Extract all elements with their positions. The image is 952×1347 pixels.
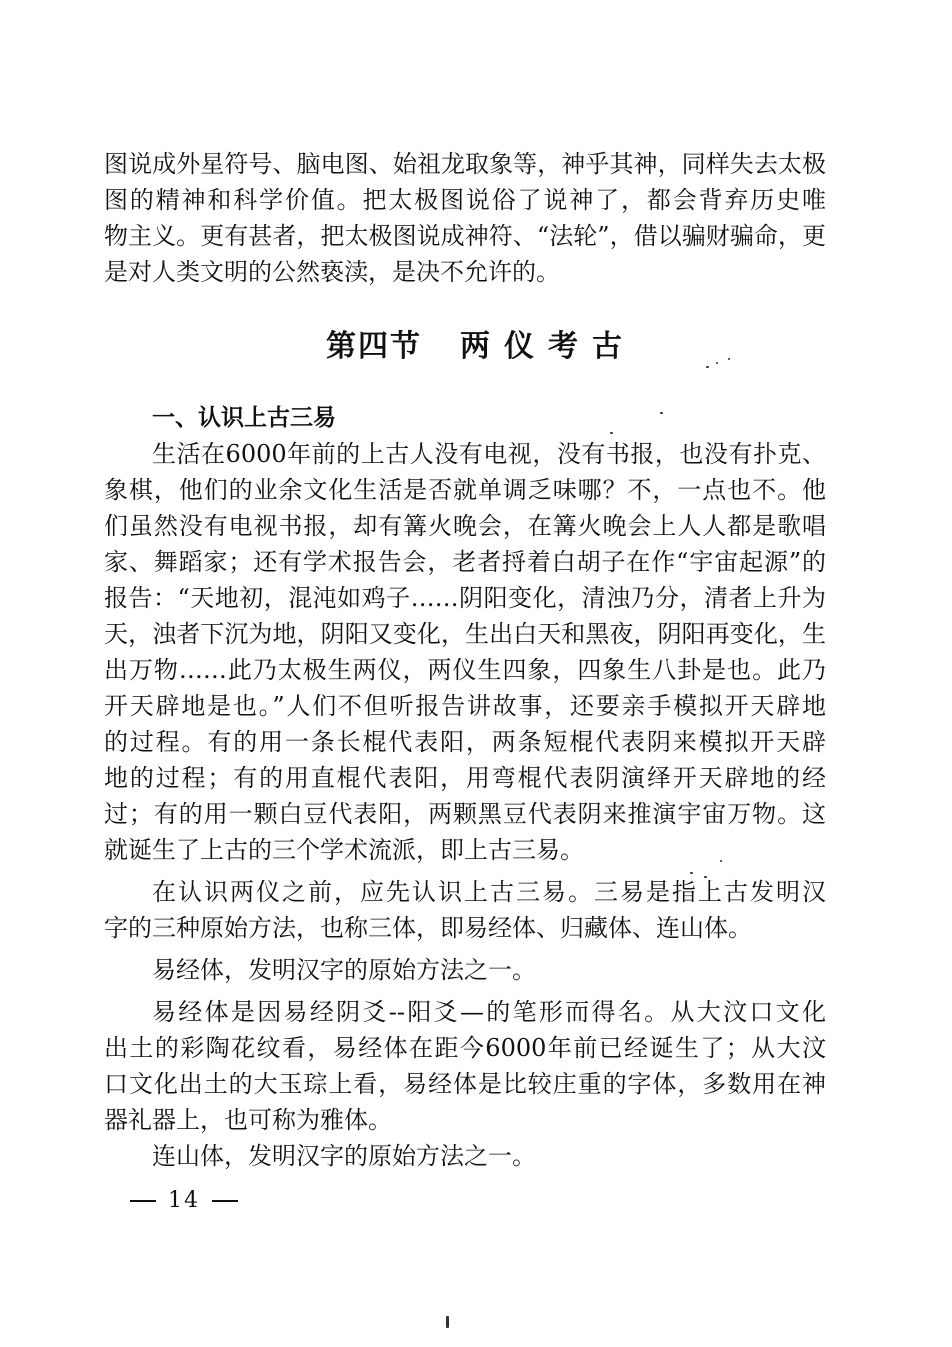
dash-left xyxy=(130,1200,156,1202)
section-name: 两仪考古 xyxy=(460,329,636,364)
page-number xyxy=(118,1186,250,1216)
scan-speck xyxy=(728,358,730,360)
scan-speck xyxy=(716,362,718,364)
page-number-value: 14 xyxy=(168,1188,200,1213)
scan-speck xyxy=(690,872,693,874)
paragraph-line: 字的三种原始方法，也称三体，即易经体、归藏体、连山体。 xyxy=(104,914,752,942)
paragraph-line: 在认识两仪之前，应先认识上古三易。三易是指上古发明汉 xyxy=(152,878,826,906)
paragraph-line: 的过程。有的用一条长棍代表阳，两条短棍代表阴来模拟开天辟 xyxy=(104,728,826,756)
paragraph-line: 生活在6000年前的上古人没有电视，没有书报，也没有扑克、 xyxy=(152,440,826,468)
paragraph-line: 器礼器上，也可称为雅体。 xyxy=(104,1106,392,1134)
scan-speck xyxy=(720,860,722,862)
paragraph-line: 图的精神和科学价值。把太极图说俗了说神了，都会背弃历史唯 xyxy=(104,186,826,214)
paragraph-line: 易经体是因易经阴爻--阳爻—的笔形而得名。从大汶口文化 xyxy=(152,998,826,1026)
paragraph-line: 们虽然没有电视书报，却有篝火晚会，在篝火晚会上人人都是歌唱 xyxy=(104,512,826,540)
paragraph-line: 是对人类文明的公然亵渎，是决不允许的。 xyxy=(104,258,560,286)
dash-right xyxy=(212,1200,238,1202)
paragraph-line: 物主义。更有甚者，把太极图说成神符、“法轮”，借以骗财骗命，更 xyxy=(104,222,826,250)
subheading: 一、认识上古三易 xyxy=(152,405,336,431)
scan-speck xyxy=(704,876,707,878)
paragraph-line: 开天辟地是也。”人们不但听报告讲故事，还要亲手模拟开天辟地 xyxy=(104,692,826,720)
paragraph-line: 天，浊者下沉为地，阴阳又变化，生出白天和黑夜，阴阳再变化，生 xyxy=(104,620,826,648)
paragraph-line: 出万物……此乃太极生两仪，两仪生四象，四象生八卦是也。此乃 xyxy=(104,656,826,684)
paragraph-line: 家、舞蹈家；还有学术报告会，老者捋着白胡子在作“宇宙起源”的 xyxy=(104,548,826,576)
paragraph-line: 象棋，他们的业余文化生活是否就单调乏味哪？不，一点也不。他 xyxy=(104,476,826,504)
paragraph-line: 图说成外星符号、脑电图、始祖龙取象等，神乎其神，同样失去太极 xyxy=(104,150,826,178)
scan-speck xyxy=(660,412,663,414)
paragraph-line: 口文化出土的大玉琮上看，易经体是比较庄重的字体，多数用在神 xyxy=(104,1070,826,1098)
scan-speck xyxy=(446,1316,449,1328)
paragraph-line: 出土的彩陶花纹看，易经体在距今6000年前已经诞生了；从大汶 xyxy=(104,1034,826,1062)
scan-speck xyxy=(706,366,709,368)
paragraph-line: 报告：“天地初，混沌如鸡子……阴阳变化，清浊乃分，清者上升为 xyxy=(104,584,826,612)
paragraph-line: 连山体，发明汉字的原始方法之一。 xyxy=(152,1142,536,1170)
section-title xyxy=(0,324,952,370)
scan-speck xyxy=(610,432,613,434)
paragraph-line: 易经体，发明汉字的原始方法之一。 xyxy=(152,956,536,984)
paragraph-line: 地的过程；有的用直棍代表阳，用弯棍代表阴演绎开天辟地的经 xyxy=(104,764,826,792)
section-number: 第四节 xyxy=(326,329,422,364)
paragraph-line: 就诞生了上古的三个学术流派，即上古三易。 xyxy=(104,836,584,864)
paragraph-line: 过；有的用一颗白豆代表阳，两颗黑豆代表阴来推演宇宙万物。这 xyxy=(104,800,826,828)
